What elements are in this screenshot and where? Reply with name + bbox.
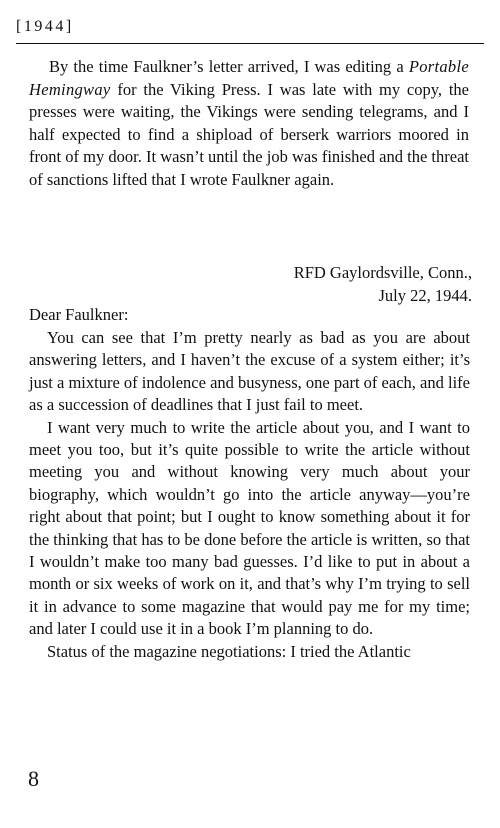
letter-paragraph: You can see that I’m pretty nearly as bad as you are about answering letters, and I haven’t the excuse of a system either; it’s just a mixture of indolence and busyness, one part of each, and life as a succession of deadlines that I just fail to meet.	[29, 328, 470, 415]
letter-paragraph: I want very much to write the article about you, and I want to meet you too, but it’s quite possible to write the article without meeting you and without knowing very much about your biography, which wouldn’t go into the article anyway—you’re right about that point; but I ought to know something about it for the thinking that has to be done before the article is written, so that I wouldn’t make too many bad guesses. I’d like to put in about a month or six weeks of work on it, and that’s why I’m trying to sell it in advance to some magazine that would pay me for my time; and later I could use it in a book I’m planning to do.	[29, 417, 470, 639]
intro-text-end: for the Viking Press. I was late with my copy, the presses were waiting, the Vikings were sending telegrams, and I half expected to find a shipload of berserk warriors moored in front of my door. It wasn’t until the job was finished and the threat of sanctions lifted that I wrote Faulkner again.	[29, 79, 469, 189]
letter-salutation: Dear Faulkner:	[29, 305, 129, 324]
letter-address: RFD Gaylordsville, Conn.,	[293, 263, 472, 282]
intro-paragraph	[29, 56, 469, 192]
letter-body	[29, 327, 470, 663]
page-number: 8	[28, 766, 39, 791]
letter-paragraph: Status of the magazine negotiations: I tried the Atlantic	[47, 641, 411, 661]
letter-date: July 22, 1944.	[378, 286, 472, 305]
header-rule	[16, 43, 484, 44]
running-header-year: [1944]	[16, 18, 74, 35]
intro-text-start: By the time Faulkner’s letter arrived, I was editing a	[49, 57, 409, 76]
book-title-italic: Portable Hemingway	[29, 57, 469, 99]
